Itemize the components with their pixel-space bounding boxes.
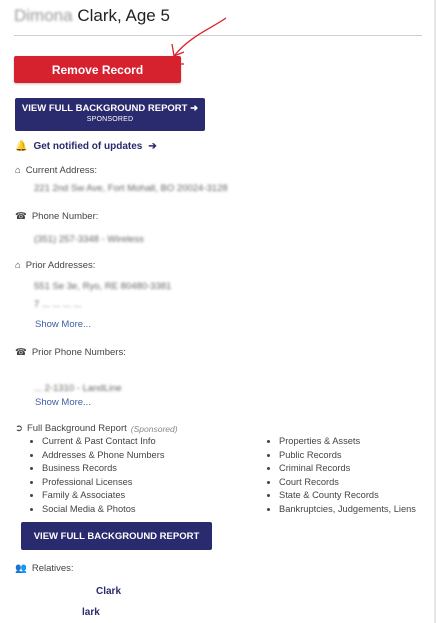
age-label: Age 5 bbox=[125, 6, 170, 25]
notify-updates-link[interactable] bbox=[15, 141, 157, 152]
remove-record-label: Remove Record bbox=[51, 62, 144, 77]
current-address-label: Current Address: bbox=[25, 165, 98, 176]
list-item: • Professional Licenses bbox=[42, 476, 164, 490]
full-report-sponsored: (Sponsored) bbox=[130, 423, 178, 434]
sponsored-label: SPONSORED bbox=[86, 116, 134, 123]
prior-phone-value: ... 2-1310 - LandLine bbox=[34, 383, 122, 394]
list-item: • Properties & Assets bbox=[279, 435, 416, 449]
phone-value: (351) 257-3348 - Wireless bbox=[34, 234, 144, 245]
prior-addresses-label: Prior Addresses: bbox=[25, 260, 96, 271]
name-visible: Clark bbox=[77, 6, 117, 25]
prior-phones-label: Prior Phone Numbers: bbox=[31, 347, 126, 358]
view-report-bottom-label: VIEW FULL BACKGROUND REPORT bbox=[33, 530, 200, 542]
view-full-report-button[interactable] bbox=[15, 98, 205, 131]
phone-label: Phone Number: bbox=[31, 211, 99, 222]
phone-icon: ☎ bbox=[15, 211, 27, 222]
list-item: • Criminal Records bbox=[279, 462, 416, 476]
report-features-left bbox=[28, 435, 164, 516]
relative-link[interactable]: lark bbox=[82, 607, 100, 618]
phone-icon: ☎ bbox=[15, 347, 27, 358]
relatives-heading bbox=[15, 563, 74, 574]
list-item: • Court Records bbox=[279, 476, 416, 490]
list-item: • Current & Past Contact Info bbox=[42, 435, 164, 449]
circle-arrow-icon: ➲ bbox=[15, 423, 23, 434]
arrow-right-icon: ➔ bbox=[148, 141, 157, 152]
prior-address-value: 551 Se 3e, Ryo, RE 80480-3381 bbox=[34, 281, 172, 292]
view-report-label: VIEW FULL BACKGROUND REPORT bbox=[21, 103, 188, 114]
notify-label: Get notified of updates bbox=[33, 141, 143, 152]
view-full-report-button-bottom[interactable] bbox=[21, 522, 212, 550]
list-item: • Family & Associates bbox=[42, 489, 164, 503]
list-item: • Bankruptcies, Judgements, Liens bbox=[279, 503, 416, 517]
prior-addresses-show-more-link[interactable]: Show More... bbox=[35, 319, 91, 330]
home-icon: ⌂ bbox=[15, 260, 21, 271]
full-report-title: Full Background Report bbox=[26, 423, 127, 434]
current-address-value: 221 2nd Sw Ave, Fort Mohall, BO 20024-3128 bbox=[34, 183, 228, 194]
current-address-heading bbox=[15, 165, 97, 176]
relatives-label: Relatives: bbox=[31, 563, 74, 574]
list-item: • Business Records bbox=[42, 462, 164, 476]
prior-phones-show-more-link[interactable]: Show More... bbox=[35, 397, 91, 408]
full-report-heading bbox=[15, 423, 178, 434]
report-features-right bbox=[265, 435, 416, 516]
person-name-heading: Dimona Clark, Age 5 bbox=[14, 6, 170, 25]
users-icon: 👥 bbox=[15, 563, 27, 574]
prior-addresses-heading bbox=[15, 260, 95, 271]
list-item: • Public Records bbox=[279, 449, 416, 463]
list-item: • Social Media & Photos bbox=[42, 503, 164, 517]
arrow-circle-right-icon: ➜ bbox=[190, 103, 199, 114]
phone-heading bbox=[15, 211, 98, 222]
list-item: • State & County Records bbox=[279, 489, 416, 503]
annotation-arrow-icon bbox=[150, 14, 240, 74]
home-icon: ⌂ bbox=[15, 165, 21, 176]
prior-phones-heading bbox=[15, 347, 126, 358]
relative-link[interactable]: Clark bbox=[96, 586, 122, 597]
bell-icon: 🔔 bbox=[15, 141, 28, 152]
list-item: • Addresses & Phone Numbers bbox=[42, 449, 164, 463]
prior-address-value: 7 ... ... ... ... bbox=[34, 299, 82, 310]
name-blurred-part: Dimona bbox=[14, 6, 78, 25]
